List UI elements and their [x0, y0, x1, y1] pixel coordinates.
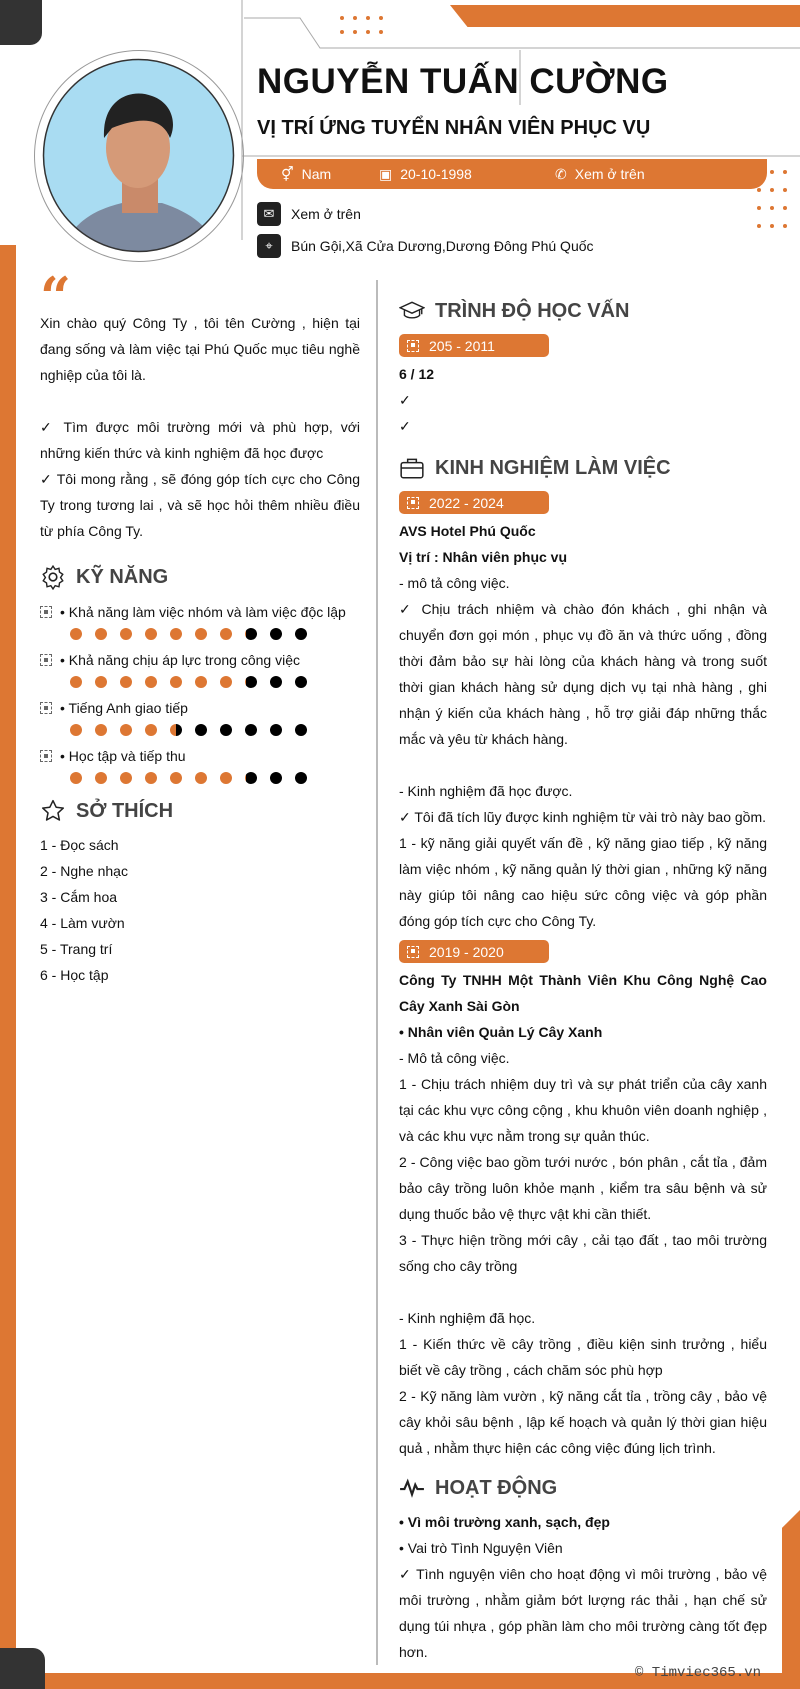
briefcase-icon [399, 455, 425, 481]
star-icon [40, 798, 66, 824]
hobbies-title: SỞ THÍCH [76, 799, 174, 822]
job-description-line: ✓ Tôi đã tích lũy được kinh nghiệm từ vài trò này bao gồm. [399, 809, 767, 825]
skill-bullet-icon [40, 606, 52, 618]
email: Xem ở trên [291, 206, 361, 222]
rating-dot [170, 772, 182, 784]
hobby-item: 2 - Nghe nhạc [40, 863, 128, 879]
rating-dot [195, 628, 207, 640]
address-row [257, 234, 594, 258]
hobby-item: 4 - Làm vườn [40, 915, 125, 931]
education-period-badge [399, 334, 549, 357]
rating-dot [220, 772, 232, 784]
phone: Xem ở trên [574, 166, 645, 182]
skill-bullet-icon [40, 702, 52, 714]
applied-position: VỊ TRÍ ỨNG TUYỂN NHÂN VIÊN PHỤC VỤ [257, 117, 651, 139]
skills-heading [40, 560, 360, 594]
rating-dot [145, 724, 157, 736]
right-bottom-accent [782, 1510, 800, 1689]
rating-dot [220, 628, 232, 640]
rating-dot [120, 772, 132, 784]
rating-dot [295, 676, 307, 688]
skill-label: • Khả năng làm việc nhóm và làm việc độc lập [60, 604, 346, 620]
email-icon: ✉ [257, 202, 281, 226]
activity-name: • Vì môi trường xanh, sạch, đẹp [399, 1514, 610, 1530]
job-description-line: 1 - kỹ năng giải quyết vấn đề , kỹ năng giao tiếp , kỹ năng làm việc nhóm , kỹ năng quản lý thời gian , những kỹ năng này giúp tôi nâng cao hiệu sức công việc và góp phần đóng góp tích cực cho Công Ty. [399, 835, 767, 929]
experience-title: KINH NGHIỆM LÀM VIỆC [435, 456, 671, 479]
job-list [399, 491, 767, 1461]
job-entry [399, 940, 767, 1461]
rating-dot [95, 676, 107, 688]
address: Bún Gội,Xã Cửa Dương,Dương Đông Phú Quốc [291, 238, 594, 254]
rating-dot [245, 772, 257, 784]
job-description-line [399, 1279, 767, 1305]
rating-dot [120, 676, 132, 688]
job-description-line: 3 - Thực hiện trồng mới cây , cải tạo đất , tao môi trường sống cho cây trồng [399, 1232, 767, 1274]
skills-list [40, 600, 360, 784]
job-description-line: 1 - Kiến thức về cây trồng , điều kiện sinh trưởng , hiểu biết về cây trồng , cách chăm sóc phù hợp [399, 1336, 767, 1378]
activity-role: • Vai trò Tình Nguyện Viên [399, 1540, 563, 1556]
avatar [42, 58, 235, 253]
skill-rating [70, 772, 360, 784]
job-description-line: ✓ Chịu trách nhiệm và chào đón khách , ghi nhận và chuyển đơn gọi món , phục vụ đồ ăn và thức uống , đồng thời đảm bảo sự hài lòng của khách hàng và trong suốt thời gian khách hàng sử dụng dịch vụ tại nhà hàng , ghi nhận ý kiến của khách hàng , hỗ trợ giải đáp những thắc mắc và yêu từ khách hàng. [399, 601, 767, 747]
skill-rating [70, 676, 360, 688]
rating-dot [145, 628, 157, 640]
phone-icon: ✆ [555, 165, 567, 182]
hobbies-heading [40, 794, 360, 828]
job-description-line: - mô tả công việc. [399, 575, 510, 591]
personal-info-bar [257, 159, 767, 189]
rating-dot [245, 724, 257, 736]
rating-dot [120, 628, 132, 640]
calendar-icon: ▣ [379, 165, 393, 182]
skill-bullet-icon [40, 750, 52, 762]
job-description-line: - Kinh nghiệm đã học. [399, 1310, 536, 1326]
rating-dot [270, 628, 282, 640]
column-divider [376, 280, 378, 1665]
job-description-line: - Mô tả công việc. [399, 1050, 510, 1066]
education-line: ✓ [399, 392, 411, 408]
corner-decoration [0, 0, 42, 45]
job-description-line: 2 - Công việc bao gồm tưới nước , bón phân , cắt tỉa , đảm bảo cây trồng luôn khỏe mạnh , kiểm tra sâu bệnh và sử dụng thuốc bảo vệ thực vật khi cần thiết. [399, 1154, 767, 1222]
rating-dot [245, 628, 257, 640]
skills-title: KỸ NĂNG [76, 565, 169, 588]
rating-dot [195, 772, 207, 784]
hobby-item: 6 - Học tập [40, 967, 109, 983]
rating-dot [220, 676, 232, 688]
gender: Nam [301, 166, 332, 182]
skill-label: • Tiếng Anh giao tiếp [60, 700, 188, 716]
job-period: 2022 - 2024 [429, 494, 504, 511]
skill-rating [70, 628, 360, 640]
education-line: ✓ [399, 418, 411, 434]
pulse-icon [399, 1475, 425, 1501]
candidate-name: NGUYỄN TUẤN CƯỜNG [257, 62, 669, 101]
gear-icon [40, 564, 66, 590]
skill-item [40, 744, 360, 784]
birthday: 20-10-1998 [400, 166, 472, 182]
watermark: © Timviec365.vn [635, 1665, 762, 1681]
job-company: AVS Hotel Phú Quốc [399, 523, 536, 539]
activities-title: HOẠT ĐỘNG [435, 1476, 558, 1499]
period-icon [407, 497, 419, 509]
skill-item [40, 648, 360, 688]
rating-dot [95, 628, 107, 640]
rating-dot [70, 628, 82, 640]
rating-dot [145, 676, 157, 688]
hobby-item: 1 - Đọc sách [40, 837, 119, 853]
education-grade: 6 / 12 [399, 366, 435, 382]
rating-dot [70, 724, 82, 736]
rating-dot [170, 676, 182, 688]
email-row [257, 202, 361, 226]
left-accent-strip [0, 245, 16, 1689]
rating-dot [245, 676, 257, 688]
activities-heading [399, 1471, 767, 1505]
rating-dot [195, 724, 207, 736]
job-period: 2019 - 2020 [429, 943, 504, 960]
skill-bullet-icon [40, 654, 52, 666]
location-icon: ⌖ [257, 234, 281, 258]
right-column [399, 294, 767, 1665]
education-heading [399, 294, 767, 328]
job-entry [399, 491, 767, 934]
objective-point: ✓ Tôi mong rằng , sẽ đóng góp tích cực cho Công Ty trong tương lai , và sẽ học hỏi thêm nhiều điều từ phía Công Ty. [40, 471, 360, 539]
education-period: 205 - 2011 [429, 337, 495, 354]
hobby-item: 5 - Trang trí [40, 941, 113, 957]
rating-dot [120, 724, 132, 736]
objective-intro: Xin chào quý Công Ty , tôi tên Cường , hiện tại đang sống và làm việc tại Phú Quốc mục tiêu nghề nghiệp của tôi là. [40, 315, 360, 383]
activity-description: ✓ Tình nguyện viên cho hoạt động vì môi trường , bảo vệ môi trường , nhằm giảm bớt lượng rác thải , hạn chế sử dụng túi nhựa , góp phần làm cho môi trường càng tốt đẹp hơn. [399, 1566, 767, 1660]
graduation-cap-icon [399, 298, 425, 324]
rating-dot [195, 676, 207, 688]
rating-dot [295, 724, 307, 736]
rating-dot [270, 772, 282, 784]
job-role: Vị trí : Nhân viên phục vụ [399, 549, 568, 565]
skill-label: • Học tập và tiếp thu [60, 748, 186, 764]
job-company: Công Ty TNHH Một Thành Viên Khu Công Nghệ Cao Cây Xanh Sài Gòn [399, 972, 767, 1014]
rating-dot [295, 628, 307, 640]
hobby-item: 3 - Cắm hoa [40, 889, 118, 905]
rating-dot [145, 772, 157, 784]
rating-dot [170, 628, 182, 640]
rating-dot [95, 772, 107, 784]
job-role: • Nhân viên Quản Lý Cây Xanh [399, 1024, 603, 1040]
dot-pattern-top [338, 14, 383, 54]
job-description-line: 1 - Chịu trách nhiệm duy trì và sự phát triển của cây xanh tại các khu vực công cộng , khu khuôn viên doanh nghiệp , và các khu vực nằm trong sự quản thúc. [399, 1076, 767, 1144]
job-description-line: - Kinh nghiệm đã học được. [399, 783, 573, 799]
gender-icon: ⚥ [281, 165, 294, 182]
skill-rating [70, 724, 360, 736]
rating-dot [220, 724, 232, 736]
rating-dot [170, 724, 182, 736]
rating-dot [95, 724, 107, 736]
bottom-corner-decoration [0, 1648, 45, 1689]
job-description-line: 2 - Kỹ năng làm vườn , kỹ năng cắt tỉa , trồng cây , bảo vệ cây khỏi sâu bệnh , lập kế hoạch và quản lý thời gian hiệu quả , nhằm thực hiện các công việc đúng lịch trình. [399, 1388, 767, 1456]
skill-item [40, 600, 360, 640]
skill-label: • Khả năng chịu áp lực trong công việc [60, 652, 300, 668]
rating-dot [270, 676, 282, 688]
education-title: TRÌNH ĐỘ HỌC VẤN [435, 299, 630, 322]
quote-icon: “ [40, 265, 72, 329]
job-period-badge [399, 940, 549, 963]
left-column [40, 265, 360, 988]
period-icon [407, 340, 419, 352]
job-period-badge [399, 491, 549, 514]
rating-dot [270, 724, 282, 736]
rating-dot [70, 676, 82, 688]
experience-heading [399, 451, 767, 485]
job-description-line [399, 752, 767, 778]
skill-item [40, 696, 360, 736]
objective-point: ✓ Tìm được môi trường mới và phù hợp, với những kiến thức và kinh nghiệm đã học được [40, 419, 360, 461]
rating-dot [70, 772, 82, 784]
rating-dot [295, 772, 307, 784]
period-icon [407, 946, 419, 958]
